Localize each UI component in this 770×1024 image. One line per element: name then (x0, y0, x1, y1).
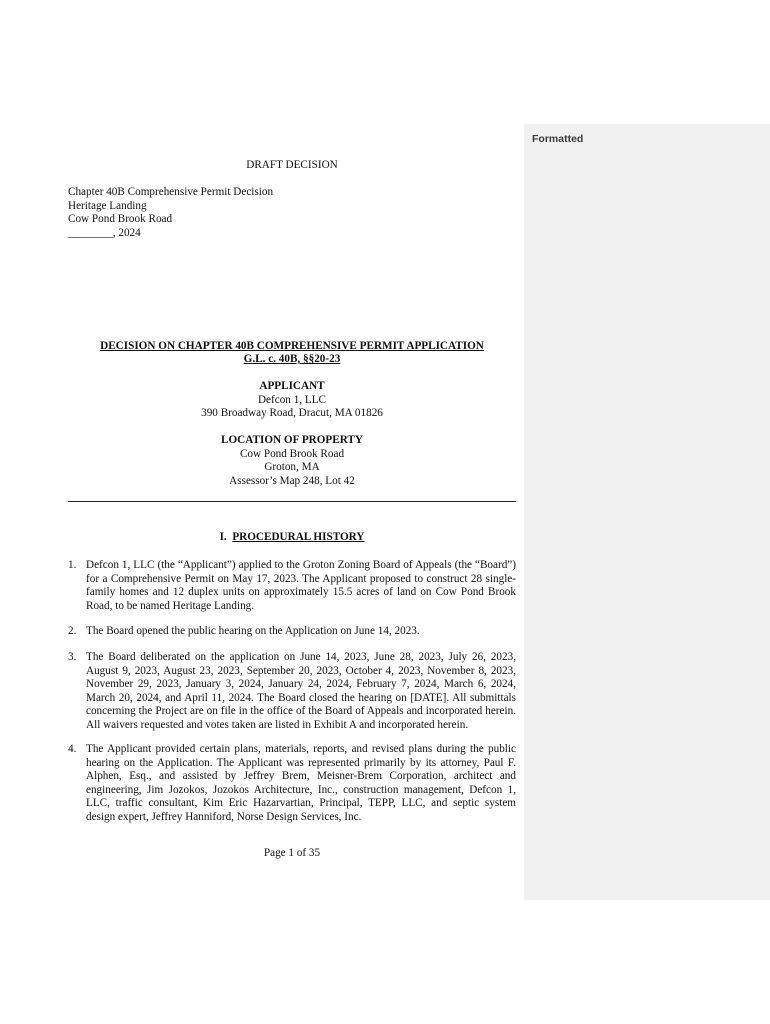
text-line: LLC, traffic consultant, Kim Eric Hazarvartian, Principal, TEPP, LLC, and septic system (86, 797, 516, 809)
list-item (68, 559, 516, 613)
list-item-text (86, 743, 516, 824)
section-number: I. (219, 531, 227, 543)
list-item (68, 651, 516, 732)
text-line: concerning the Project are on file in the office of the Board of Appeals and incorporated herein. (86, 705, 516, 717)
comment-pane (524, 124, 770, 900)
text-line: Defcon 1, LLC (the “Applicant”) applied to the Groton Zoning Board of Appeals (the “Board”) (86, 559, 516, 571)
text-line: Alphen, Esq., and assisted by Jeffrey Brem, Meisner-Brem Corporation, architect and (86, 770, 516, 782)
list-item-number: 2. (68, 625, 77, 637)
text-line: design expert, Jeffrey Hanniford, Norse Design Services, Inc. (86, 810, 362, 823)
page-number: Page 1 of 35 (263, 847, 321, 859)
location-map-lot: Assessor’s Map 248, Lot 42 (229, 475, 355, 487)
text-line: The Board opened the public hearing on the Application on June 14, 2023. (86, 625, 420, 637)
applicant-name: Defcon 1, LLC (257, 394, 327, 406)
horizontal-rule (68, 501, 516, 502)
list-item-number: 4. (68, 743, 77, 755)
text-line: November 29, 2023, January 3, 2024, January 24, 2024, February 7, 2024, March 6, 2024, (86, 678, 516, 690)
text-line: August 9, 2023, August 23, 2023, September 20, 2023, October 4, 2023, November 8, 2023, (86, 664, 516, 677)
text-line: March 20, 2024, and April 11, 2024. The Board closed the hearing on [DATE]. All submittals (86, 691, 516, 704)
list-item-text (86, 625, 516, 639)
draft-status: DRAFT DECISION (246, 159, 338, 171)
text-line: Road, to be named Heritage Landing. (86, 599, 255, 612)
text-line: The Applicant provided certain plans, materials, reports, and revised plans during the public (86, 743, 516, 755)
text-line: The Board deliberated on the application on June 14, 2023, June 28, 2023, July 26, 2023, (86, 651, 516, 663)
text-line: for a Comprehensive Permit on May 17, 2023. The Applicant proposed to construct 28 single- (86, 572, 516, 585)
list-item-text (86, 559, 516, 613)
header-line: ________, 2024 (68, 227, 141, 239)
list-item-number: 3. (68, 651, 77, 663)
text-line: All waivers requested and votes taken are listed in Exhibit A and incorporated herein. (86, 718, 469, 731)
list-item (68, 743, 516, 824)
formatted-comment-label: Formatted (532, 133, 584, 145)
statute-citation: G.L. c. 40B, §§20-23 (243, 353, 341, 365)
header-line: Heritage Landing (68, 200, 147, 212)
section-title: PROCEDURAL HISTORY (232, 531, 365, 543)
location-town: Groton, MA (264, 461, 320, 473)
list-item-text (86, 651, 516, 732)
list-item-number: 1. (68, 559, 77, 571)
text-line: engineering, Jim Jozokos, Jozokos Architecture, Inc., construction management, Defcon 1, (86, 783, 516, 796)
decision-title: DECISION ON CHAPTER 40B COMPREHENSIVE PERMIT APPLICATION (100, 340, 484, 352)
location-heading: LOCATION OF PROPERTY (221, 434, 363, 446)
location-street: Cow Pond Brook Road (239, 448, 345, 460)
text-line: family homes and 12 duplex units on approximately 15.5 acres of land on Cow Pond Brook (86, 586, 516, 598)
list-item (68, 625, 516, 639)
applicant-heading: APPLICANT (259, 380, 325, 392)
applicant-address: 390 Broadway Road, Dracut, MA 01826 (201, 407, 383, 419)
section-heading (68, 531, 516, 545)
text-line: hearing on the Application. The Applicant was represented primarily by its attorney, Paul F. (86, 756, 516, 769)
header-line: Chapter 40B Comprehensive Permit Decision (68, 186, 274, 198)
header-line: Cow Pond Brook Road (68, 213, 173, 225)
